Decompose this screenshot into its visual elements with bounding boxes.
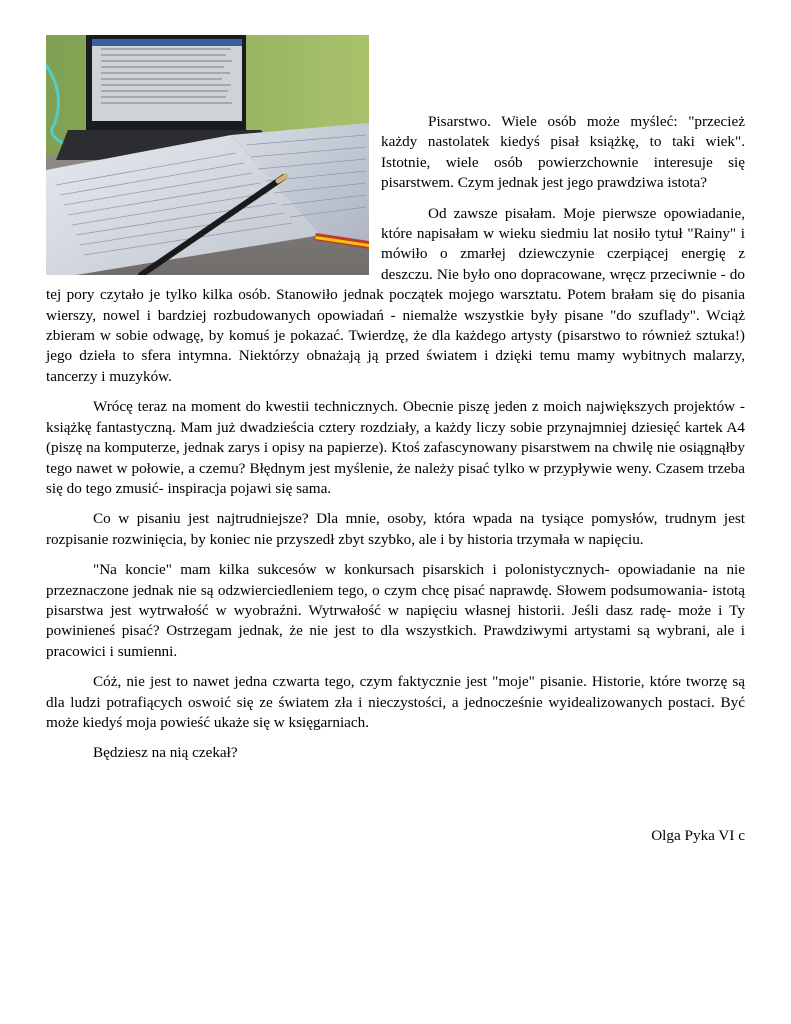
author-signature: Olga Pyka VI c xyxy=(651,826,745,844)
paragraph-intro: Pisarstwo. Wiele osób może myśleć: "przecież każdy nastolatek kiedyś pisał książkę, to taki wiek". Istotnie, wiele osób powierzchownie interesuje się pisarstwem. Czym jednak jest jego prawdziwa istota? xyxy=(381,113,745,192)
paragraph-successes: "Na koncie" mam kilka sukcesów w konkursach pisarskich i polonistycznych- opowiadanie na nie przeznaczone jednak nie są odzwierciedleniem tego, o czym chcę pisać naprawdę. Słowem podsumowania- istotą pisarstwa jest wytrwałość w wyobraźni. Wytrwałość w napięciu własnej historii. Jeśli dasz radę- może i Ty powinieneś pisać? Ostrzegam jednak, że nie jest to dla wszystkich. Prawdziwymi artystami są wybrani, ale i pracowici i sumienni. xyxy=(46,561,745,660)
paragraph-first-story: Od zawsze pisałam. Moje pierwsze opowiadanie, które napisałam w wieku siedmiu lat nosiło tytuł "Rainy" i mówiło o zmarłej dziewczynie czerpiącej energię z deszczu. Nie było ono dopracowane, wręcz przeciwnie - do tej pory czytało je tylko kilka osób. Stanowiło jednak początek mojego warsztatu. Potem brałam się do pisania wierszy, nowel i bardziej rozbudowanych opowiadań - niemalże wszystkie były pisane "do szuflady". Wciąż zbieram w sobie odwagę, by komuś je pokazać. Twierdzę, że dla każdego artysty (pisarstwo to również sztuka!) jego dzieła to sfera intymna. Niektórzy obnażają ją przed światem i dzięki temu mamy wybitnych malarzy, tancerzy i muzyków. xyxy=(46,204,745,385)
notebook-photo xyxy=(46,35,369,275)
paragraph-conclusion: Cóż, nie jest to nawet jedna czwarta tego, czym faktycznie jest "moje" pisanie. Historie, które tworzę są dla ludzi potrafiących oswoić się ze światem zła i nieczystości, a jednocześnie wyidealizowanych postaci. Być może kiedyś moja powieść ukaże się w księgarniach. xyxy=(46,673,745,731)
paragraph-hardest: Co w pisaniu jest najtrudniejsze? Dla mnie, osoby, która wpada na tysiące pomysłów, trudnym jest rozpisanie rozwinięcia, by koniec nie przyszedł zbyt szybko, ale i by historia trzymała w napięciu. xyxy=(46,510,745,548)
paragraph-question: Będziesz na nią czekał? xyxy=(93,744,238,762)
paragraph-technical: Wrócę teraz na moment do kwestii technicznych. Obecnie piszę jeden z moich największych projektów - książkę fantastyczną. Mam już dwadzieścia cztery rozdziały, a każdy liczy sobie przynajmniej dziesięć kartek A4 (piszę na komputerze, jednak zarys i opisy na papierze). Ktoś zafascynowany pisarstwem na chwilę nie osiągnąłby tego nawet w połowie, a czemu? Błędnym jest myślenie, że należy pisać tylko w przypływie weny. Czasem trzeba się do tego zmusić- inspiracja pojawi się sama. xyxy=(46,398,745,497)
article-body xyxy=(46,112,745,856)
